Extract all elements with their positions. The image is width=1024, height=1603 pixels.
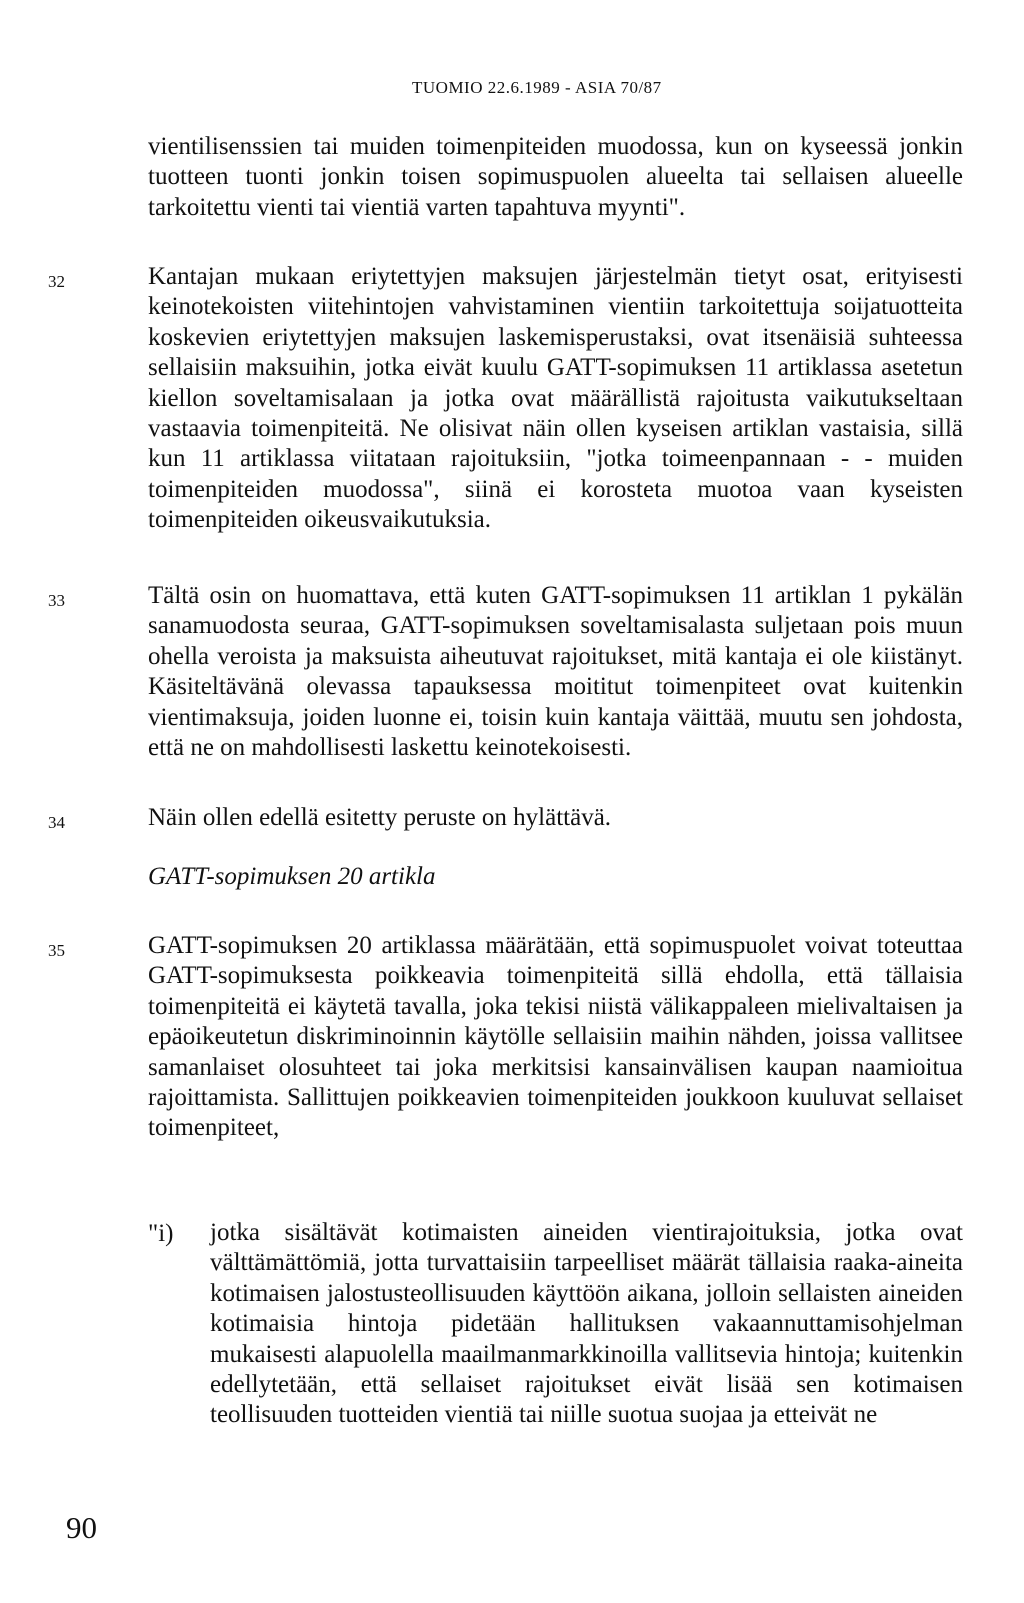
paragraph-number-34: 34: [48, 813, 65, 832]
running-header: TUOMIO 22.6.1989 - ASIA 70/87: [412, 78, 662, 97]
paragraph-33: Tältä osin on huomattava, että kuten GATT-sopimuksen 11 artiklan 1 pykälän sanamuodosta seuraa, GATT-sopimuksen soveltamisalasta suljetaan pois muun ohella veroista ja maksuista aiheutuvat rajoitukset, mitä kantaja ei ole kiistänyt. Käsiteltävänä olevassa tapauksessa moititut toimenpiteet ovat kuitenkin vientimaksuja, joiden luonne ei, toisin kuin kantaja väittää, muutu sen johdosta, että ne on mahdollisesti laskettu keinotekoisesti.: [148, 582, 963, 762]
paragraph-number-35: 35: [48, 941, 65, 960]
paragraph-number-33: 33: [48, 591, 65, 610]
list-item-label: "i): [148, 1220, 174, 1247]
paragraph-35: GATT-sopimuksen 20 artiklassa määrätään, että sopimuspuolet voivat toteuttaa GATT-sopimuksesta poikkeavia toimenpiteitä sillä ehdolla, että tällaisia toimenpiteitä ei käytetä tavalla, joka tekisi niistä välikappaleen mielivaltaisen ja epäoikeutetun diskriminoinnin käytölle sellaisiin maihin nähden, joissa vallitsee samanlaiset olosuhteet tai joka merkitsisi kansainvälisen kaupan naamioitua rajoittamista. Sallittujen poikkeavien toimenpiteiden joukkoon kuuluvat sellaiset toimenpiteet,: [148, 932, 963, 1142]
paragraph-32: Kantajan mukaan eriytettyjen maksujen järjestelmän tietyt osat, erityisesti keinotekoisten viitehintojen vahvistaminen vientiin tarkoitettuja soijatuotteita koskevien eriytettyjen maksujen laskemisperustaksi, ovat itsenäisiä suhteessa sellaisiin maksuihin, jotka eivät kuulu GATT-sopimuksen 11 artiklassa asetetun kiellon soveltamisalaan ja jotka ovat määrällistä rajoitusta vaikutukseltaan vastaavia toimenpiteitä. Ne olisivat näin ollen kyseisen artiklan vastaisia, sillä kun 11 artiklassa viitataan rajoituksiin, "jotka toimeenpannaan - - muiden toimenpiteiden muodossa", siinä ei korosteta muotoa vaan kyseisten toimenpiteiden oikeusvaikutuksia.: [148, 263, 963, 534]
list-item-text: jotka sisältävät kotimaisten aineiden vientirajoituksia, jotka ovat välttämättömiä, jotta turvattaisiin tarpeelliset määrät tällaisia raaka-aineita kotimaisen jalostusteollisuuden käyttöön aikana, jolloin sellaisten aineiden kotimaisia hintoja pidetään hallituksen vakaannuttamisohjelman mukaisesti alapuolella maailmanmarkkinoilla vallitsevia hintoja; kuitenkin edellytetään, että sellaiset rajoitukset eivät lisää sen kotimaisen teollisuuden tuotteiden vientiä tai niille suotua suojaa ja etteivät ne: [210, 1219, 963, 1429]
paragraph-continuation: vientilisenssien tai muiden toimenpiteiden muodossa, kun on kyseessä jonkin tuotteen tuonti jonkin toisen sopimuspuolen alueelta tai sellaisen alueelle tarkoitettu vienti tai vientiä varten tapahtuva myynti".: [148, 133, 963, 221]
page-number: 90: [66, 1510, 97, 1545]
paragraph-number-32: 32: [48, 272, 65, 291]
section-heading: GATT-sopimuksen 20 artikla: [148, 863, 436, 890]
paragraph-34: Näin ollen edellä esitetty peruste on hylättävä.: [148, 804, 612, 831]
